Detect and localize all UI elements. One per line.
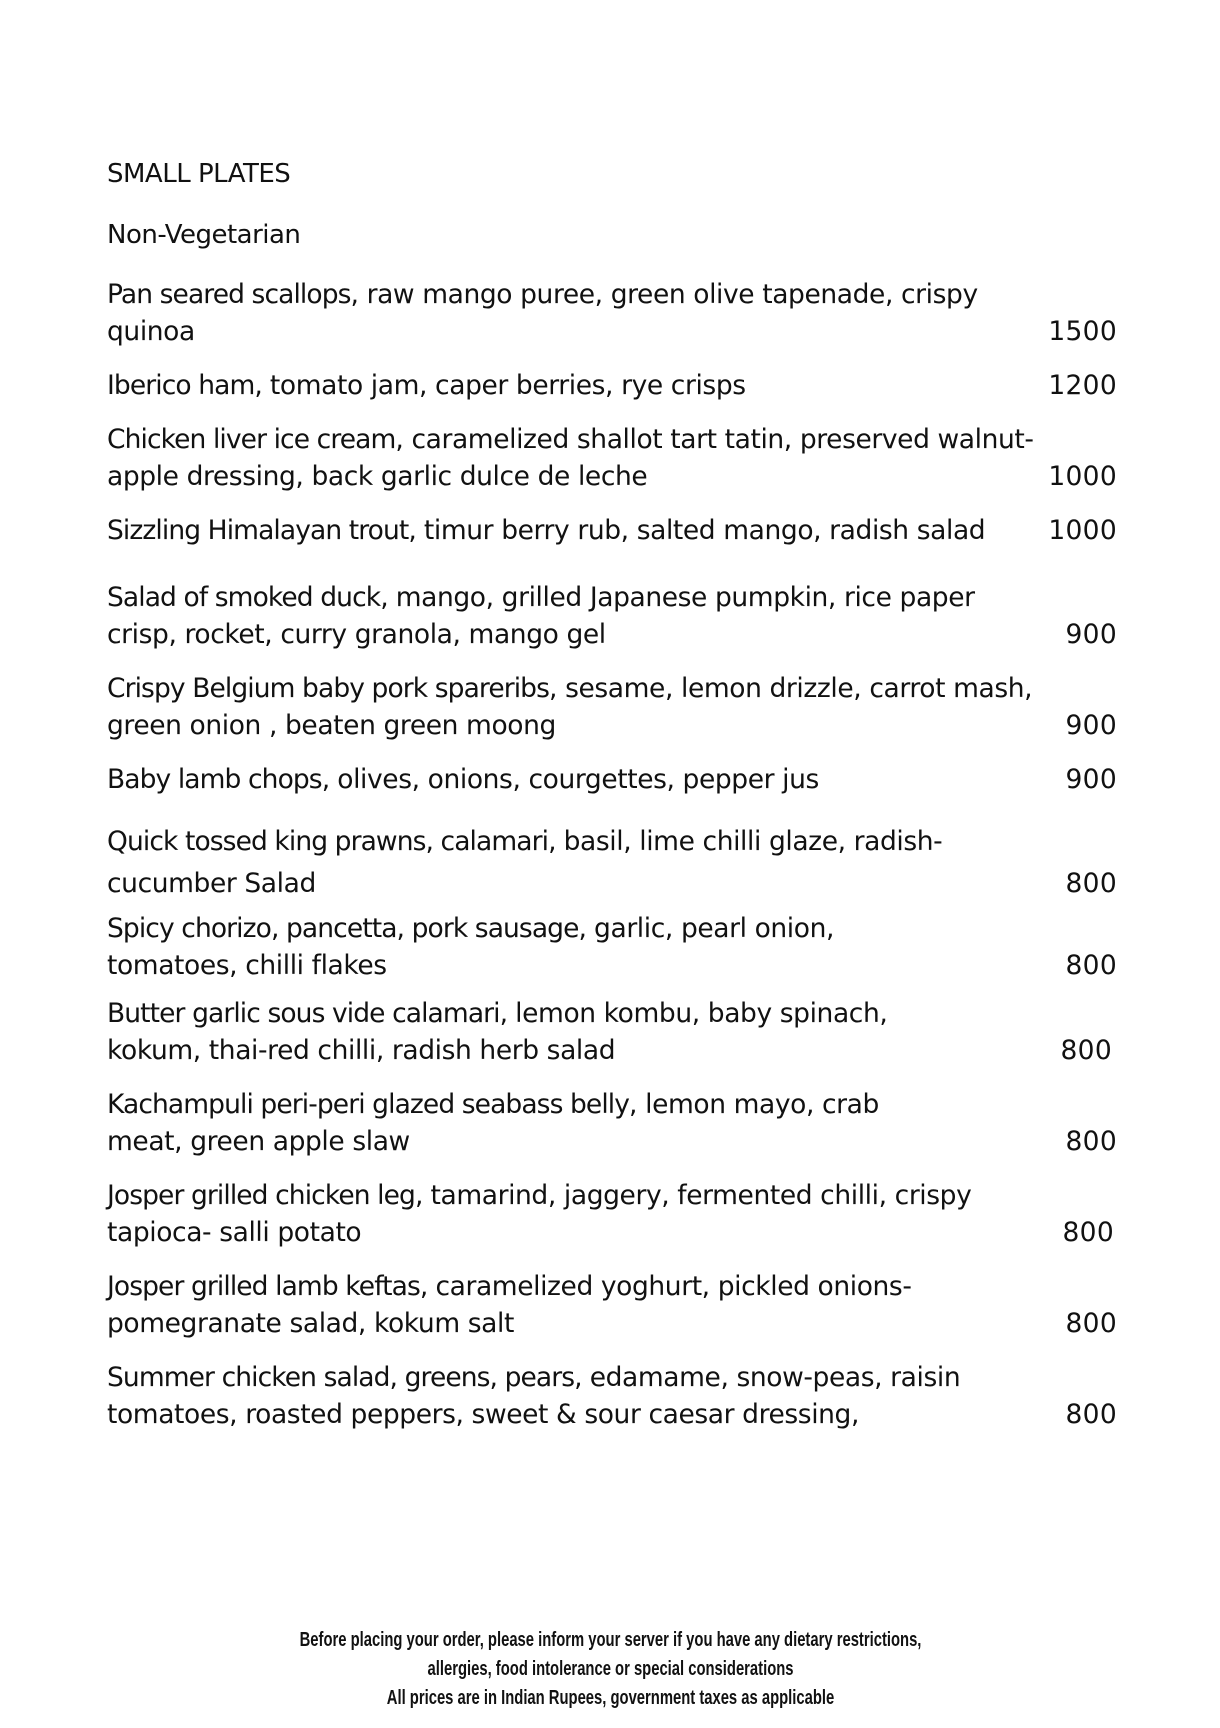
item-description: olives, onions, courgettes, pepper jus [329,764,819,795]
item-description: sesame, lemon drizzle, carrot mash, green onion , beaten green moong [107,673,1033,741]
item-description: tamarind, jaggery, fermented chilli, crispy tapioca- salli potato [107,1180,972,1248]
item-separator: , [549,673,558,704]
item-price: 900 [1065,764,1117,795]
menu-item [107,910,1117,984]
item-separator: , [350,279,359,310]
item-price: 900 [1065,710,1117,741]
item-price: 800 [1065,1308,1117,1339]
menu-item [107,367,1117,404]
item-description: garlic, pearl onion, tomatoes, chilli flakes [107,913,835,981]
item-description: lemon mayo, crab meat, green apple slaw [107,1089,879,1157]
item-name: Spicy chorizo, pancetta, pork sausage, [107,913,587,944]
menu-item [107,276,1117,350]
item-description: caramelized shallot tart tatin, preserved walnut-apple dressing, back garlic dulce de leche [107,424,1034,492]
item-name: Iberico ham, [107,370,262,401]
subsection-title: Non-Vegetarian [107,220,301,250]
item-price: 800 [1062,1217,1114,1248]
menu-item [107,421,1117,495]
item-price: 1500 [1048,316,1117,347]
item-price: 1000 [1048,515,1117,546]
menu-item [107,1359,1117,1433]
item-price: 900 [1065,619,1117,650]
item-price: 800 [1065,1126,1117,1157]
footer-line: Before placing your order, please inform your server if you have any dietary restrictions, [299,1629,922,1651]
item-description: basil, lime chilli glaze, radish- cucumber Salad [107,826,943,899]
item-separator: , [629,1089,638,1120]
item-description: lemon kombu, baby spinach, kokum, thai-red chilli, radish herb salad [107,998,888,1066]
menu-item [107,761,1117,798]
section-title: SMALL PLATES [107,159,291,189]
item-name: Pan seared scallops [107,279,351,310]
menu-item [107,579,1117,653]
item-name: Kachampuli peri-peri glazed seabass belly [107,1089,630,1120]
menu-item [107,512,1117,549]
item-description: timur berry rub, salted mango, radish salad [415,515,986,546]
item-price: 800 [1065,868,1117,899]
item-name: Chicken liver ice cream [107,424,396,455]
item-name: Sizzling Himalayan trout, [107,515,416,546]
menu-item [107,1268,1117,1342]
item-name: Butter garlic sous vide calamari, [107,998,508,1029]
item-description: edamame, snow-peas, raisin tomatoes, roasted peppers, sweet & sour caesar dressing, [107,1362,961,1430]
footer-line: All prices are in Indian Rupees, government taxes as applicable [386,1687,835,1709]
item-separator: , [395,424,404,455]
item-price: 800 [1065,1399,1117,1430]
menu-page [107,158,1117,1433]
footer-note [159,1626,1062,1713]
menu-item [107,670,1117,744]
item-name: Salad of smoked duck, [107,582,388,613]
item-price: 1200 [1048,370,1117,401]
item-description: mango, grilled Japanese pumpkin, rice paper crisp, rocket, curry granola, mango gel [107,582,975,650]
item-description: raw mango puree, green olive tapenade, crispy quinoa [107,279,978,347]
item-price: 1000 [1048,461,1117,492]
menu-item [107,1086,1117,1160]
item-price: 800 [1065,950,1117,981]
item-name: Baby lamb chops, [107,764,330,795]
item-name: Josper grilled lamb keftas, [107,1271,428,1302]
item-price: 800 [1060,1035,1112,1066]
item-name: Crispy Belgium baby pork spareribs [107,673,550,704]
item-description: caramelized yoghurt, pickled onions- pomegranate salad, kokum salt [107,1271,912,1339]
item-name: Josper grilled chicken leg, [107,1180,423,1211]
menu-item [107,995,1117,1069]
menu-item [107,821,1117,905]
item-name: Quick tossed king prawns, calamari, [107,826,556,857]
item-name: Summer chicken salad, greens, pears, [107,1362,582,1393]
menu-item [107,1177,1117,1251]
footer-line: allergies, food intolerance or special considerations [427,1658,794,1680]
item-description: tomato jam, caper berries, rye crisps [261,370,746,401]
